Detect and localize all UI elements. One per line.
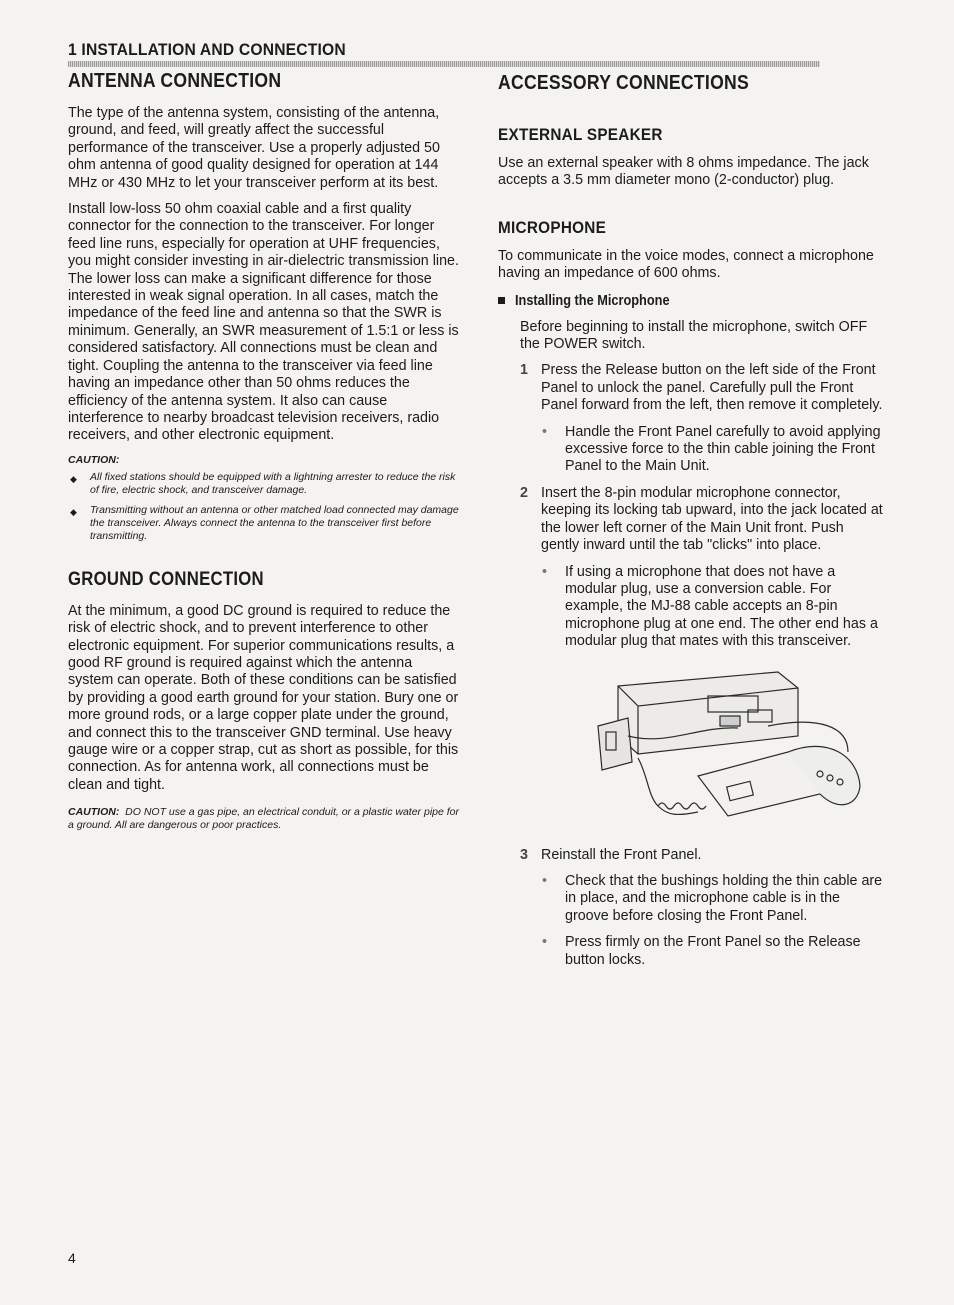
- step-1-note: [498, 424, 884, 476]
- page-number: 4: [68, 1250, 76, 1266]
- step-1: [498, 362, 884, 414]
- accessory-connections-heading: ACCESSORY CONNECTIONS: [498, 72, 750, 94]
- installing-microphone-title: Installing the Microphone: [515, 292, 670, 309]
- step-number: 1: [520, 362, 528, 379]
- step-2: [498, 485, 884, 555]
- ground-caution-text: DO NOT use a gas pipe, an electrical conduit, or a plastic water pipe for a ground. All are dangerous or poor practices.: [68, 806, 459, 832]
- diamond-bullet-icon: ◆: [70, 506, 77, 517]
- step-number: 3: [520, 846, 528, 863]
- step-text: Reinstall the Front Panel.: [541, 846, 702, 863]
- external-speaker-text: Use an external speaker with 8 ohms impedance. The jack accepts a 3.5 mm diameter mono (2-conductor) plug.: [498, 155, 869, 189]
- ground-caution-label: CAUTION:: [68, 806, 120, 819]
- ground-paragraph: At the minimum, a good DC ground is required to reduce the risk of electric shock, and to prevent interference to other electronic equipment. For superior communications results, a good RF ground is required against which the antenna system can operate. Both of these conditions can be satisfied by providing a good earth ground for your station. Bury one or more ground rods, or a large copper plate under the ground, and connect this to the transceiver GND terminal. Use heavy gauge wire or a copper strap, cut as short as possible, for this connection. As for antenna work, all connections must be clean and tight.: [68, 602, 459, 793]
- dot-bullet-icon: •: [542, 563, 548, 580]
- antenna-paragraph-1: The type of the antenna system, consisting of the antenna, ground, and feed, will greatly affect the successful performance of the transceiver. Use a properly adjusted 50 ohm antenna of good quality designed for operation at 144 MHz or 430 MHz to let your transceiver perform at its best.: [68, 105, 440, 191]
- left-column: [68, 70, 460, 832]
- ground-caution: [68, 806, 460, 832]
- caution-item: [68, 504, 460, 543]
- note-text: Check that the bushings holding the thin cable are in place, and the microphone cable is in the groove before closing the Front Panel.: [565, 872, 883, 924]
- note-text: Handle the Front Panel carefully to avoid applying excessive force to the thin cable joining the Front Panel to the Main Unit.: [565, 423, 881, 475]
- antenna-connection-heading: ANTENNA CONNECTION: [68, 70, 282, 92]
- square-bullet-icon: [498, 297, 505, 304]
- step-number: 2: [520, 484, 528, 501]
- microphone-installation-illustration: [588, 666, 868, 832]
- microphone-heading: MICROPHONE: [498, 217, 607, 237]
- note-text: Press firmly on the Front Panel so the Release button locks.: [565, 934, 861, 968]
- antenna-paragraph-2: Install low-loss 50 ohm coaxial cable and a first quality connector for the connection to the transceiver. For longer feed line runs, especially for operation at UHF frequencies, you might consider investing in air-dielectric transmission line. The lower loss can make a significant difference for those interested in weak signal operation. In all cases, match the impedance of the feed line and antenna so that the SWR is minimum. Generally, an SWR measurement of 1.5:1 or less is considered satisfactory. All connections must be clean and tight. Coupling the antenna to the transceiver via feed line having an impedance other than 50 ohms reduces the efficiency of the antenna system. It also can cause interference to nearby broadcast television receivers, radio receivers, and other electronic equipment.: [68, 201, 459, 444]
- step-2-note: [498, 564, 884, 651]
- chapter-title: 1 INSTALLATION AND CONNECTION: [68, 40, 346, 59]
- step-text: Press the Release button on the left side of the Front Panel to unlock the panel. Carefully pull the Front Panel forward from the left, then remove it completely.: [541, 362, 883, 414]
- diamond-bullet-icon: ◆: [70, 473, 77, 484]
- dot-bullet-icon: •: [542, 872, 548, 889]
- step-3-note-2: [498, 934, 884, 969]
- ground-connection-heading: GROUND CONNECTION: [68, 568, 264, 590]
- microphone-text: To communicate in the voice modes, connect a microphone having an impedance of 600 ohms.: [498, 247, 874, 282]
- right-column: [498, 72, 884, 978]
- antenna-caution-label: CAUTION:: [68, 453, 120, 466]
- step-text: Insert the 8-pin modular microphone connector, keeping its locking tab upward, into the jack located at the lower left corner of the Main Unit front. Push gently inward until the tab "clicks" into place.: [541, 484, 883, 554]
- step-3: [498, 847, 884, 864]
- dot-bullet-icon: •: [542, 934, 548, 951]
- step-3-note-1: [498, 873, 884, 925]
- external-speaker-heading: EXTERNAL SPEAKER: [498, 125, 663, 144]
- installing-microphone-heading: [498, 293, 884, 309]
- note-text: If using a microphone that does not have a modular plug, use a conversion cable. For example, the MJ-88 cable accepts an 8-pin microphone plug at one end. The other end has a modular plug that mates with this transceiver.: [565, 563, 878, 650]
- caution-item-text: All fixed stations should be equipped with a lightning arrester to reduce the risk of fire, electric shock, and transceiver damage.: [90, 470, 456, 496]
- chapter-rule: [68, 61, 820, 67]
- dot-bullet-icon: •: [542, 423, 548, 440]
- caution-item: [68, 471, 460, 497]
- install-intro: Before beginning to install the microphone, switch OFF the POWER switch.: [520, 318, 868, 353]
- caution-item-text: Transmitting without an antenna or other matched load connected may damage the transceiver. Always connect the antenna to the transceiver first before transmitting.: [90, 503, 459, 542]
